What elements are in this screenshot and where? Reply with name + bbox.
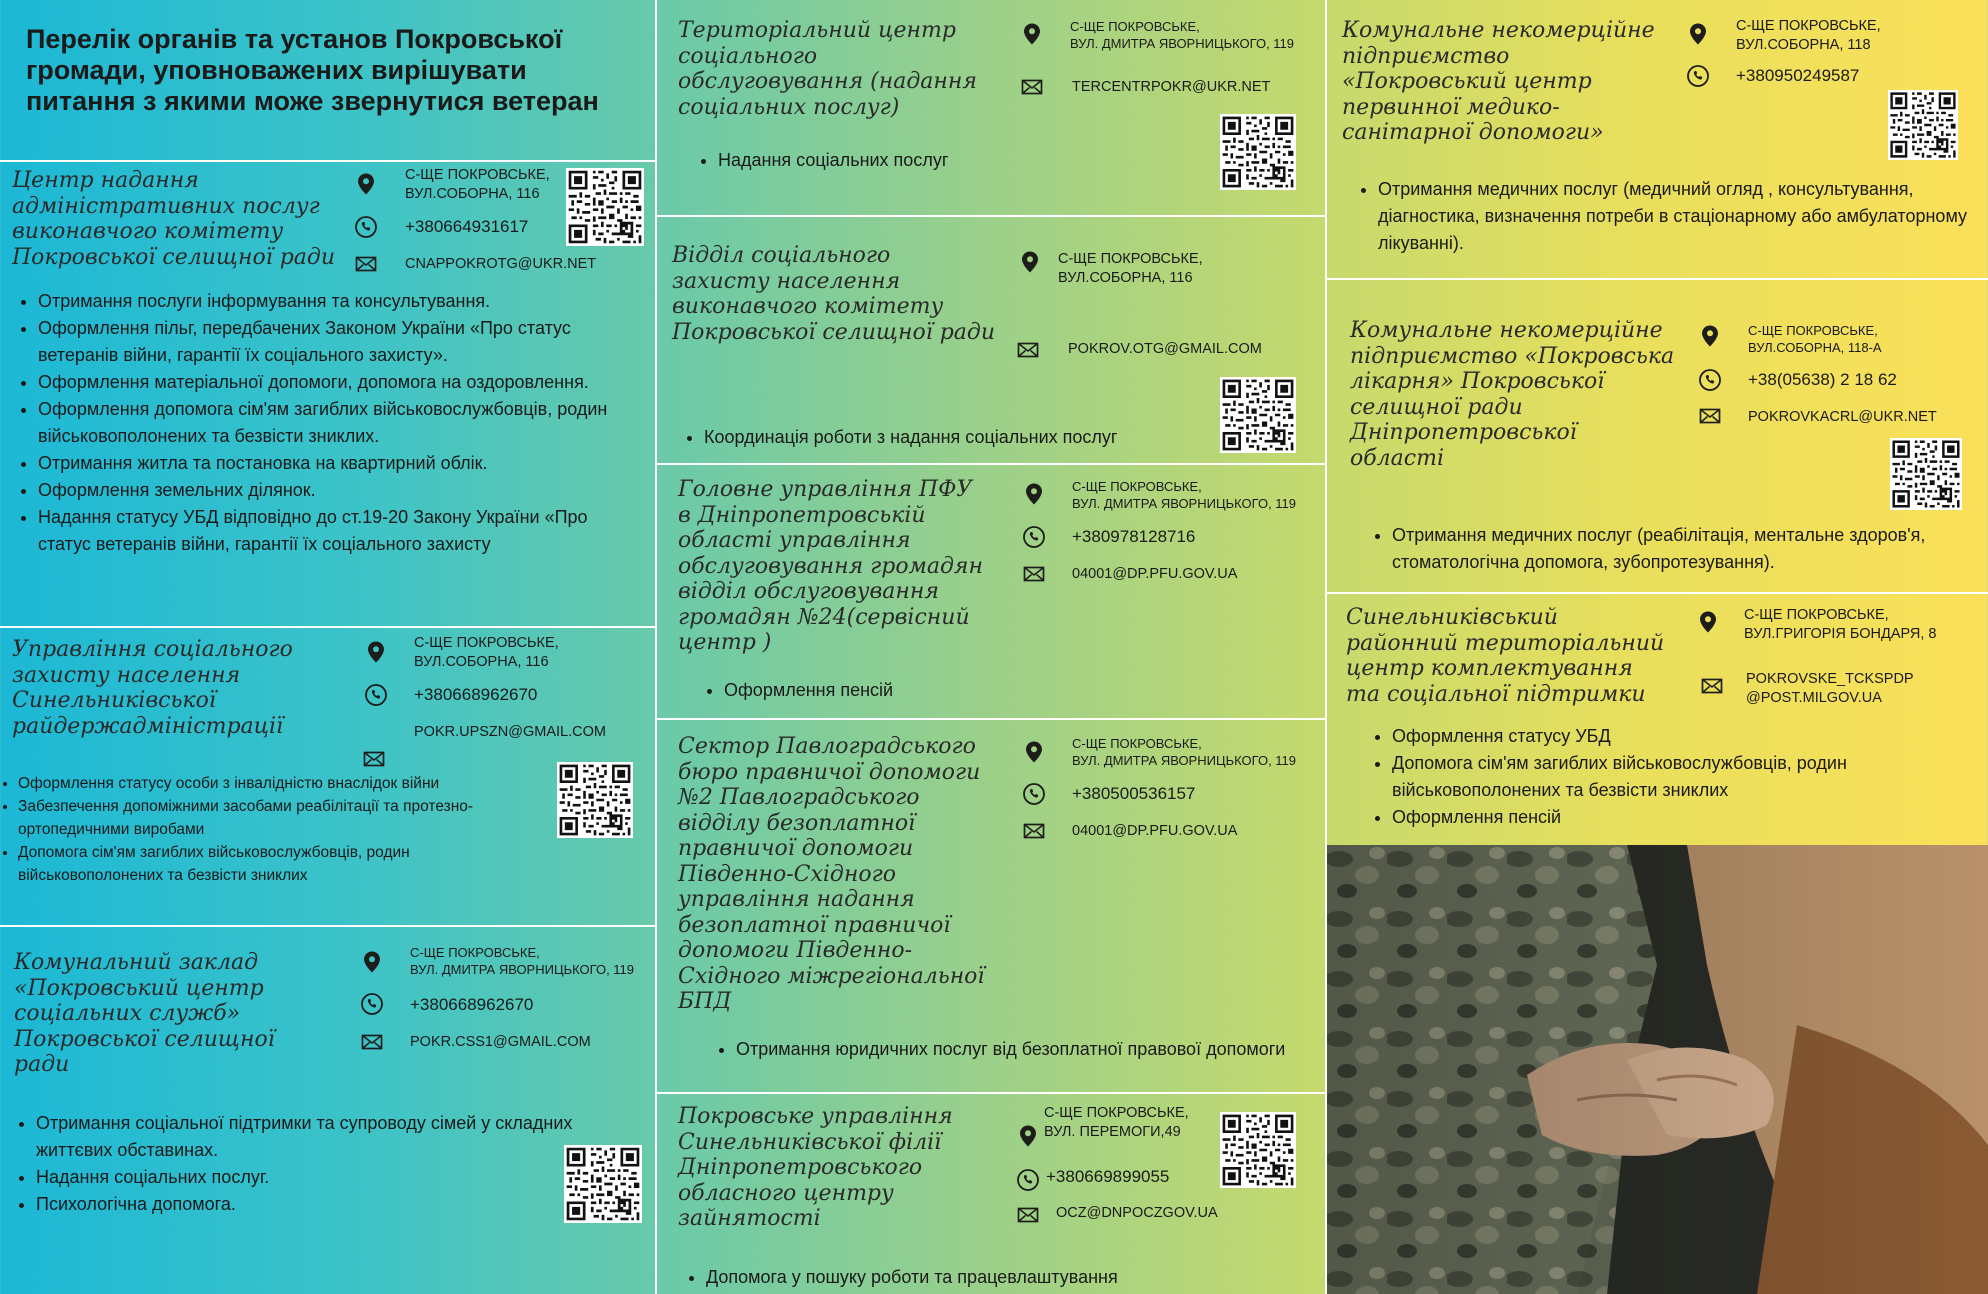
address: С-ЩЕ ПОКРОВСЬКЕ, ВУЛ. ДМИТРА ЯВОРНИЦЬКОГО, 119 [410,945,635,977]
phone-icon [360,992,384,1016]
org-name: Територіальний центр соціального обслуговування (надання соціальних послуг) [678,18,977,120]
services-list [682,424,1244,451]
list-item: • Оформлення земельних ділянок. [38,477,638,504]
org-name: Синельниківський районний територіальний центр комплектування та соціальної підтримки [1346,605,1665,707]
row-divider [1327,592,1988,594]
list-item: • Отримання житла та постановка на квартирний облік. [38,450,638,477]
org-name: Управління соціального захисту населення Синельниківської райдержадміністрації [12,637,293,739]
email-address[interactable]: CNAPPOKROTG@UKR.NET [405,256,597,272]
location-pin-icon [1022,482,1046,506]
list-item: • Оформлення пенсій [1392,804,1988,831]
email-icon [1020,75,1044,99]
row-divider [657,463,1325,465]
email-address[interactable]: POKROVKACRL@UKR.NET [1748,409,1937,425]
address: С-ЩЕ ПОКРОВСЬКЕ, ВУЛ.СОБОРНА, 116 [405,167,550,202]
list-item: • Оформлення пільг, передбачених Законом України «Про статус ветеранів війни, гарантії їх соціального захисту». [38,315,638,369]
address: С-ЩЕ ПОКРОВСЬКЕ, ВУЛ.СОБОРНА, 116 [414,635,559,670]
list-item: • Оформлення пенсій [724,677,1224,704]
email-icon [1022,562,1046,586]
veteran-hands-photo [1327,845,1988,1294]
org-name: Комунальне некомерційне підприємство «Покровська лікарня» Покровської селищної ради Дніпропетровської області [1350,318,1675,471]
phone-icon [364,683,388,707]
phone-number[interactable]: +380500536157 [1072,784,1196,803]
phone-number[interactable]: +380664931617 [405,217,529,236]
phone-number[interactable]: +380978128716 [1072,527,1196,546]
phone-number[interactable]: +380668962670 [414,685,538,704]
list-item: • Надання соціальних послуг. [36,1164,576,1191]
email-icon [360,1030,384,1054]
phone-number[interactable]: +380669899055 [1046,1167,1170,1186]
qr-code-icon[interactable] [1888,90,1958,160]
email-address[interactable]: POKROV.OTG@GMAIL.COM [1068,341,1262,357]
phone-icon [1022,782,1046,806]
email-icon [1016,338,1040,362]
address: С-ЩЕ ПОКРОВСЬКЕ, ВУЛ.СОБОРНА, 118 [1736,18,1881,53]
list-item: • Допомога у пошуку роботи та працевлаштування [706,1264,1266,1291]
services-list [1370,723,1988,831]
photo-illustration [1327,845,1988,1294]
phone-icon [1698,368,1722,392]
column-divider-1 [655,0,657,1294]
org-name: Покровське управління Синельниківської філії Дніпропетровського обласного центру зайнятості [678,1104,953,1231]
qr-code-icon[interactable] [1220,114,1296,190]
location-pin-icon [354,172,378,196]
email-icon [362,747,386,771]
org-name: Відділ соціального захисту населення виконавчого комітету Покровської селищної ради [672,243,996,345]
row-divider [0,160,655,162]
address: С-ЩЕ ПОКРОВСЬКЕ, ВУЛ. ДМИТРА ЯВОРНИЦЬКОГО, 119 [1070,19,1295,51]
location-pin-icon [1698,324,1722,348]
qr-code-icon[interactable] [564,1145,642,1223]
phone-number[interactable]: +380668962670 [410,995,534,1014]
email-icon [1700,674,1724,698]
list-item: • Забезпечення допоміжними засобами реабілітації та протезно-ортопедичними виробами [18,795,548,841]
row-divider [657,215,1325,217]
address: С-ЩЕ ПОКРОВСЬКЕ, ВУЛ. ПЕРЕМОГИ,49 [1044,1105,1189,1140]
location-pin-icon [360,950,384,974]
list-item: • Отримання медичних послуг (медичний огляд , консультування, діагностика, визначення потреби в стаціонарному або амбулаторному лікуванні). [1378,176,1988,257]
list-item: • Психологічна допомога. [36,1191,576,1218]
services-list [684,1264,1266,1291]
email-address[interactable]: OCZ@DNPOCZGOV.UA [1056,1205,1218,1221]
row-divider [0,626,655,628]
address: С-ЩЕ ПОКРОВСЬКЕ, ВУЛ.СОБОРНА, 118-А [1748,323,1882,355]
qr-code-icon[interactable] [1220,1112,1296,1188]
list-item: • Оформлення матеріальної допомоги, допомога на оздоровлення. [38,369,638,396]
list-item: • Оформлення статусу особи з інвалідністю внаслідок війни [18,772,548,795]
location-pin-icon [1686,22,1710,46]
email-icon [1698,404,1722,428]
address: С-ЩЕ ПОКРОВСЬКЕ, ВУЛ. ДМИТРА ЯВОРНИЦЬКОГО, 119 [1072,736,1297,768]
list-item: • Оформлення допомога сім'ям загиблих військовослужбовців, родин військовополонених та безвісти зниклих. [38,396,638,450]
row-divider [1327,278,1988,280]
org-name: Сектор Павлоградського бюро правничої допомоги №2 Павлоградського відділу безоплатної правничої допомоги Південно-Східного управління надання безоплатної правничої допомоги Південно- Східного міжрегіональної БПД [678,734,985,1014]
location-pin-icon [1018,250,1042,274]
services-list [1370,522,1988,576]
email-address[interactable]: 04001@DP.PFU.GOV.UA [1072,566,1238,582]
qr-code-icon[interactable] [566,168,644,246]
row-divider [657,1092,1325,1094]
phone-icon [1686,64,1710,88]
qr-code-icon[interactable] [557,762,633,838]
page-title: Перелік органів та установ Покровської громади, уповноважених вирішувати питання з якими може звернутися ветеран [26,24,599,116]
services-list [16,288,638,558]
location-pin-icon [364,640,388,664]
phone-icon [1022,525,1046,549]
email-address[interactable]: POKR.CSS1@GMAIL.COM [410,1034,591,1050]
email-address[interactable]: POKR.UPSZN@GMAIL.COM [414,724,606,740]
list-item: • Координація роботи з надання соціальних послуг [704,424,1244,451]
qr-code-icon[interactable] [1890,438,1962,510]
address: С-ЩЕ ПОКРОВСЬКЕ, ВУЛ. ДМИТРА ЯВОРНИЦЬКОГО, 119 [1072,479,1297,511]
email-icon [1016,1203,1040,1227]
phone-icon [1016,1168,1040,1192]
location-pin-icon [1696,610,1720,634]
email-icon [354,252,378,276]
phone-number[interactable]: +38(05638) 2 18 62 [1748,370,1897,389]
email-icon [1022,819,1046,843]
list-item: • Допомога сім'ям загиблих військовослужбовців, родин військовополонених та безвісти зниклих [18,841,548,887]
list-item: • Отримання медичних послуг (реабілітація, ментальне здоров'я, стоматологічна допомога, зубопротезування). [1392,522,1988,576]
services-list [0,772,548,887]
row-divider [657,718,1325,720]
services-list [714,1036,1296,1063]
org-name: Комунальне некомерційне підприємство «Покровський центр первинної медико- санітарної допомоги» [1342,18,1655,145]
row-divider [0,925,655,927]
location-pin-icon [1016,1124,1040,1148]
services-list [1356,176,1988,257]
address: С-ЩЕ ПОКРОВСЬКЕ, ВУЛ.СОБОРНА, 116 [1058,251,1203,286]
list-item: • Отримання соціальної підтримки та супроводу сімей у складних життєвих обставинах. [36,1110,576,1164]
phone-icon [354,215,378,239]
list-item: • Надання статусу УБД відповідно до ст.19-20 Закону України «Про статус ветеранів війни, гарантії їх соціального захисту [38,504,638,558]
list-item: • Отримання юридичних послуг від безоплатної правової допомоги [736,1036,1296,1063]
email-address[interactable]: TERCENTRPOKR@UKR.NET [1072,79,1271,95]
list-item: • Оформлення статусу УБД [1392,723,1988,750]
list-item: • Отримання послуги інформування та консультування. [38,288,638,315]
phone-number[interactable]: +380950249587 [1736,66,1860,85]
services-list [696,147,1218,174]
address: С-ЩЕ ПОКРОВСЬКЕ, ВУЛ.ГРИГОРІЯ БОНДАРЯ, 8 [1744,607,1937,642]
location-pin-icon [1022,740,1046,764]
org-name: Головне управління ПФУ в Дніпропетровській області управління обслуговування громадян відділ обслуговування громадян №24(сервісний центр ) [678,477,983,655]
list-item: • Надання соціальних послуг [718,147,1218,174]
org-name: Комунальний заклад «Покровський центр соціальних служб» Покровської селищної ради [14,950,275,1077]
services-list [14,1110,576,1218]
email-address[interactable]: 04001@DP.PFU.GOV.UA [1072,823,1238,839]
list-item: • Допомога сім'ям загиблих військовослужбовців, родин військовополонених та безвісти зниклих [1392,750,1988,804]
services-list [702,677,1224,704]
org-name: Центр надання адміністративних послуг виконавчого комітету Покровської селищної ради [12,168,336,270]
location-pin-icon [1020,22,1044,46]
email-address[interactable]: POKROVSKE_TCKSPDP @POST.MILGOV.UA [1746,671,1914,706]
